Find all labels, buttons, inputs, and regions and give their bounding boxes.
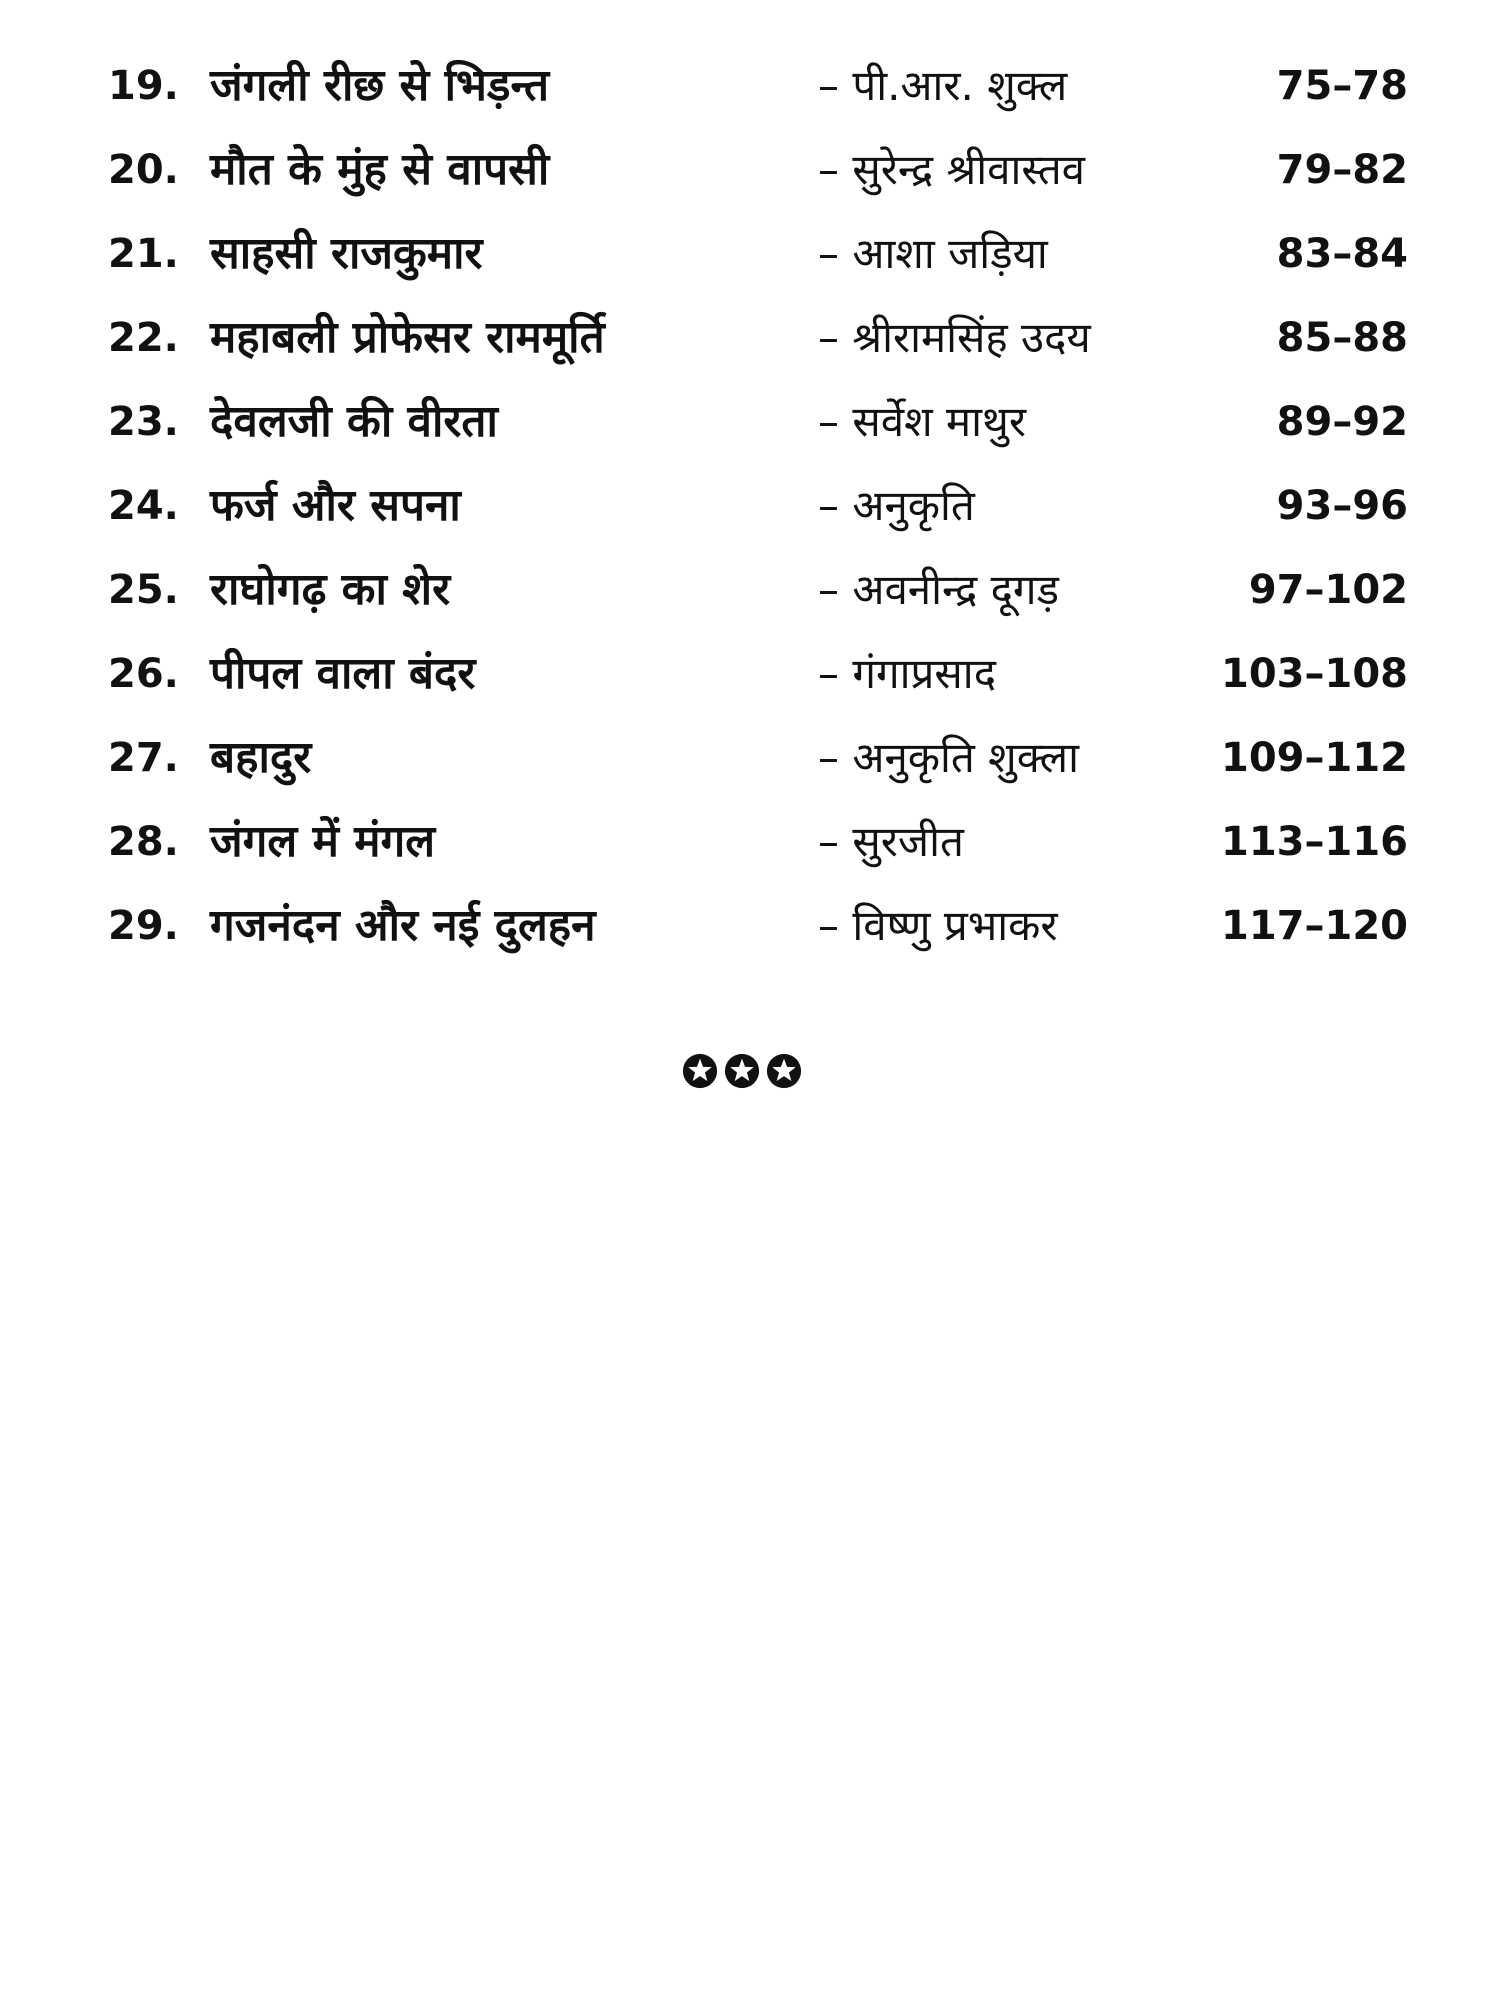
toc-entry-23 xyxy=(108,388,1408,472)
page-range: 113–116 xyxy=(1221,819,1408,865)
star-circle-icon xyxy=(681,1052,719,1090)
story-author: – सर्वेश माथुर xyxy=(818,397,1027,446)
story-title: राघोगढ़ का शेर xyxy=(210,564,451,615)
story-title: साहसी राजकुमार xyxy=(210,228,483,279)
entry-number: 29. xyxy=(108,903,179,949)
story-title: गजनंदन और नई दुलहन xyxy=(210,900,596,951)
toc-entry-19 xyxy=(108,52,1408,136)
entry-number: 27. xyxy=(108,735,179,781)
entry-number: 22. xyxy=(108,315,179,361)
toc-entry-28 xyxy=(108,808,1408,892)
star-circle-icon xyxy=(723,1052,761,1090)
toc-entry-29 xyxy=(108,892,1408,976)
table-of-contents xyxy=(108,52,1408,976)
entry-number: 28. xyxy=(108,819,179,865)
story-title: जंगली रीछ से भिड़न्त xyxy=(210,60,550,111)
page-range: 97–102 xyxy=(1248,567,1408,613)
story-author: – अनुकृति xyxy=(818,481,975,530)
story-author: – अनुकृति शुक्ला xyxy=(818,733,1079,782)
entry-number: 19. xyxy=(108,63,179,109)
entry-number: 26. xyxy=(108,651,179,697)
end-ornament xyxy=(681,1052,803,1090)
story-author: – पी.आर. शुक्ल xyxy=(818,61,1068,110)
page-range: 83–84 xyxy=(1276,231,1408,277)
toc-entry-25 xyxy=(108,556,1408,640)
story-author: – आशा जड़िया xyxy=(818,229,1048,278)
story-author: – सुरजीत xyxy=(818,817,964,866)
story-title: बहादुर xyxy=(210,732,312,783)
story-title: मौत के मुंह से वापसी xyxy=(210,144,550,195)
page-range: 103–108 xyxy=(1221,651,1408,697)
story-author: – विष्णु प्रभाकर xyxy=(818,901,1058,950)
page-range: 89–92 xyxy=(1276,399,1408,445)
story-title: देवलजी की वीरता xyxy=(210,396,498,447)
page-range: 109–112 xyxy=(1221,735,1408,781)
toc-entry-27 xyxy=(108,724,1408,808)
story-title: पीपल वाला बंदर xyxy=(210,648,476,699)
page-range: 79–82 xyxy=(1276,147,1408,193)
page-range: 117–120 xyxy=(1221,903,1408,949)
toc-entry-20 xyxy=(108,136,1408,220)
entry-number: 23. xyxy=(108,399,179,445)
toc-entry-22 xyxy=(108,304,1408,388)
entry-number: 24. xyxy=(108,483,179,529)
story-title: जंगल में मंगल xyxy=(210,816,436,867)
toc-entry-21 xyxy=(108,220,1408,304)
toc-entry-24 xyxy=(108,472,1408,556)
page-range: 85–88 xyxy=(1276,315,1408,361)
story-title: फर्ज और सपना xyxy=(210,480,461,531)
entry-number: 20. xyxy=(108,147,179,193)
page-range: 93–96 xyxy=(1276,483,1408,529)
story-author: – सुरेन्द्र श्रीवास्तव xyxy=(818,145,1086,194)
story-author: – गंगाप्रसाद xyxy=(818,649,996,698)
entry-number: 25. xyxy=(108,567,179,613)
story-title: महाबली प्रोफेसर राममूर्ति xyxy=(210,312,605,363)
page-range: 75–78 xyxy=(1276,63,1408,109)
story-author: – श्रीरामसिंह उदय xyxy=(818,313,1091,362)
toc-entry-26 xyxy=(108,640,1408,724)
story-author: – अवनीन्द्र दूगड़ xyxy=(818,565,1060,614)
star-circle-icon xyxy=(765,1052,803,1090)
entry-number: 21. xyxy=(108,231,179,277)
